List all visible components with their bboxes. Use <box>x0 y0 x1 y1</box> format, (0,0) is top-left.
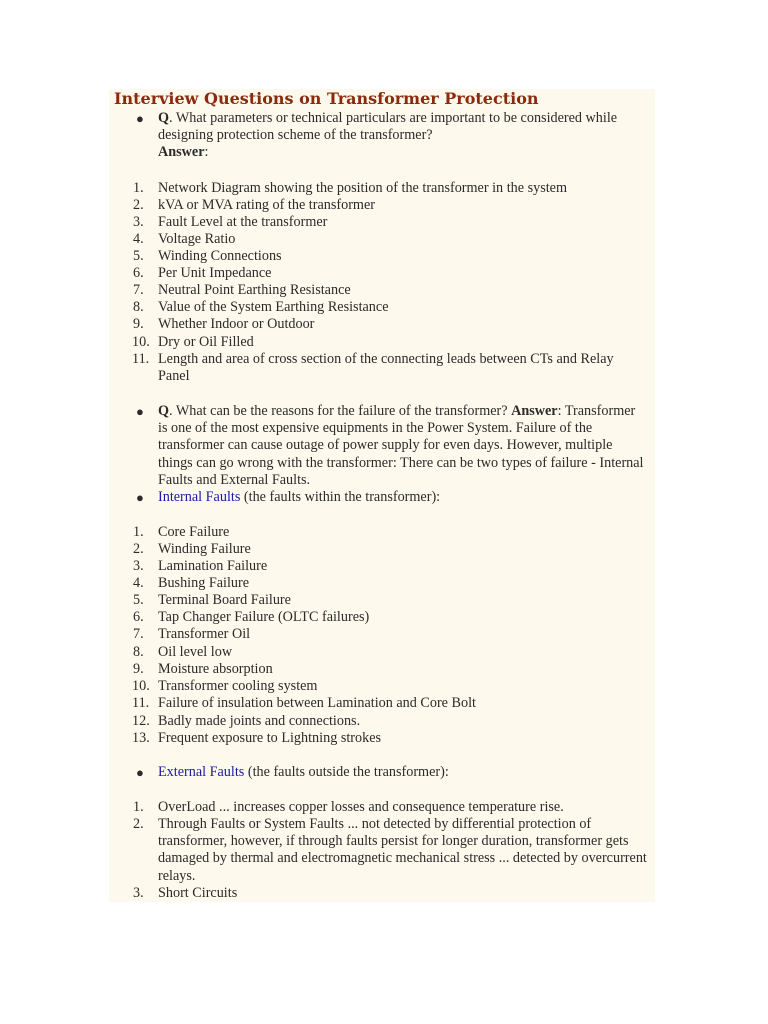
list-item-text: Whether Indoor or Outdoor <box>158 316 315 332</box>
list-number: 8. <box>133 299 144 315</box>
list-number: 1. <box>133 799 144 815</box>
list-number: 10. <box>132 678 150 694</box>
list-number: 8. <box>133 644 144 660</box>
list-number: 7. <box>133 282 144 298</box>
list-item-text: Oil level low <box>158 644 233 660</box>
list-item-text: Short Circuits <box>158 885 238 901</box>
list-number: 10. <box>132 334 150 350</box>
bullet-icon: ● <box>136 490 144 505</box>
list-item-text: Bushing Failure <box>158 575 250 591</box>
list-item-text: Lamination Failure <box>158 558 268 574</box>
list-item-text: Network Diagram showing the position of the transformer in the system <box>158 180 567 196</box>
list-number: 1. <box>133 180 144 196</box>
list-item <box>133 316 648 333</box>
list-item <box>133 575 648 592</box>
page-title: Interview Questions on Transformer Protection <box>114 89 539 108</box>
bullet-icon: ● <box>136 765 144 780</box>
list-item <box>133 214 648 231</box>
list-number: 9. <box>133 316 144 332</box>
bullet-icon: ● <box>136 404 144 419</box>
list-item-text: Moisture absorption <box>158 661 273 677</box>
list-item-text: Failure of insulation between Lamination and Core Bolt <box>158 695 476 711</box>
list-number: 6. <box>133 265 144 281</box>
list-number: 3. <box>133 558 144 574</box>
list-item-text: Winding Connections <box>158 248 282 264</box>
list-item <box>133 558 648 575</box>
list-item <box>133 592 648 609</box>
list-item-text: Neutral Point Earthing Resistance <box>158 282 351 298</box>
list-item <box>133 180 648 197</box>
list-number: 5. <box>133 248 144 264</box>
list-item-text: Tap Changer Failure (OLTC failures) <box>158 609 370 625</box>
list-number: 7. <box>133 626 144 642</box>
list-item <box>133 626 648 643</box>
external-faults-heading <box>136 764 648 781</box>
list-number: 4. <box>133 575 144 591</box>
list-item-text: Winding Failure <box>158 541 251 557</box>
answer-suffix: : <box>204 144 209 161</box>
list-item-text: Dry or Oil Filled <box>158 334 254 350</box>
list-item <box>133 265 648 282</box>
list-item-text: Per Unit Impedance <box>158 265 272 281</box>
list-item <box>133 524 648 541</box>
list-item-text: Through Faults or System Faults ... not detected by differential protection of transformer, however, if through faults persist for longer duration, transformer gets damaged by thermal and electromagnetic mechanical stress ... detected by overcurrent relays. <box>158 816 647 884</box>
list-item <box>133 816 648 885</box>
list-item-text: kVA or MVA rating of the transformer <box>158 197 375 213</box>
external-faults-link[interactable]: External Faults <box>158 764 245 780</box>
list-item-text: Frequent exposure to Lightning strokes <box>158 730 382 746</box>
list-number: 4. <box>133 231 144 247</box>
list-number: 3. <box>133 885 144 901</box>
list-number: 13. <box>132 730 150 746</box>
q-label: Q <box>158 110 170 126</box>
list-item <box>133 799 648 816</box>
list-number: 11. <box>132 351 150 367</box>
list-item-text: Core Failure <box>158 524 230 540</box>
internal-faults-link[interactable]: Internal Faults <box>158 489 241 505</box>
list-item <box>132 730 648 747</box>
list-item <box>133 197 648 214</box>
question-text: . What can be the reasons for the failure of the transformer? <box>169 403 508 419</box>
list-item <box>133 282 648 299</box>
list-item <box>132 713 648 730</box>
internal-faults-heading <box>136 489 648 506</box>
list-item-text: Value of the System Earthing Resistance <box>158 299 389 315</box>
list-item <box>133 299 648 316</box>
list-item <box>132 351 648 385</box>
question-text: . What parameters or technical particulars are important to be considered while designing protection scheme of the transformer? <box>158 110 618 144</box>
list-item <box>133 231 648 248</box>
list-number: 11. <box>132 695 150 711</box>
list-number: 1. <box>133 524 144 540</box>
question-2 <box>136 403 648 489</box>
bullet-icon: ● <box>136 111 144 126</box>
list-number: 2. <box>133 816 144 832</box>
list-item <box>133 885 648 902</box>
list-item-text: Fault Level at the transformer <box>158 214 328 230</box>
answer-text: : Transformer is one of the most expensive equipments in the Power System. Failure of the transformer can cause outage of power supply for even days. However, multiple things can go wrong with the transformer: There can be two types of failure - Internal Faults and External Faults. <box>158 403 644 488</box>
list-number: 2. <box>133 541 144 557</box>
list-number: 5. <box>133 592 144 608</box>
list-item-text: Badly made joints and connections. <box>158 713 361 729</box>
list-number: 2. <box>133 197 144 213</box>
list-item <box>132 334 648 351</box>
list-item <box>132 695 648 712</box>
list-item-text: Transformer cooling system <box>158 678 318 694</box>
list-item <box>133 541 648 558</box>
list-item <box>133 248 648 265</box>
list-item-text: OverLoad ... increases copper losses and consequence temperature rise. <box>158 799 564 815</box>
q-label: Q <box>158 403 170 419</box>
list-item-text: Terminal Board Failure <box>158 592 291 608</box>
list-number: 6. <box>133 609 144 625</box>
list-item <box>132 678 648 695</box>
question-1 <box>136 110 648 162</box>
external-faults-description: (the faults outside the transformer): <box>244 764 449 780</box>
list-number: 9. <box>133 661 144 677</box>
list-item <box>133 661 648 678</box>
answer-label: Answer <box>511 403 558 419</box>
list-item <box>133 609 648 626</box>
list-item-text: Transformer Oil <box>158 626 251 642</box>
list-item-text: Voltage Ratio <box>158 231 236 247</box>
answer-label: Answer <box>158 144 205 161</box>
list-item <box>133 644 648 661</box>
internal-faults-description: (the faults within the transformer): <box>240 489 441 505</box>
list-number: 12. <box>132 713 150 729</box>
list-item-text: Length and area of cross section of the connecting leads between CTs and Relay Panel <box>158 351 614 385</box>
list-number: 3. <box>133 214 144 230</box>
